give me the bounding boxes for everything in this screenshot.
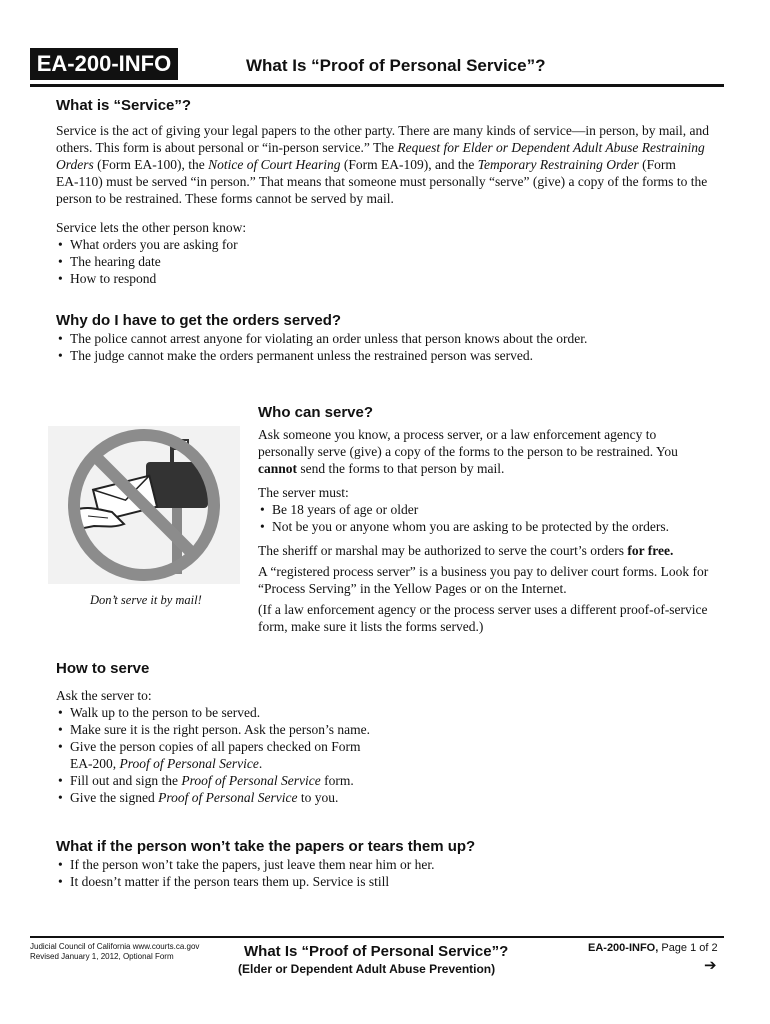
section-heading-who-can-serve: Who can serve? bbox=[258, 404, 374, 421]
next-page-arrow-icon: ➔ bbox=[704, 956, 717, 974]
service-lets-know-text: Service lets the other person know: bbox=[56, 220, 247, 235]
who-can-serve-paragraph: Ask someone you know, a process server, or a law enforcement agency to personally serve (give) a copy of the forms to the person to be restrained. You cannot send the forms to that person by mail. bbox=[258, 427, 678, 476]
list-item: • Walk up to the person to be served. bbox=[56, 704, 370, 721]
list-item: • The hearing date bbox=[56, 253, 238, 270]
section-heading-why-served: Why do I have to get the orders served? bbox=[56, 312, 342, 329]
header-divider bbox=[30, 84, 724, 87]
registered-process-server-text: A “registered process server” is a business you pay to deliver court forms. Look for “Process Serving” in the Yellow Pages or on the Internet. bbox=[258, 564, 709, 596]
no-mail-illustration bbox=[48, 426, 240, 584]
footer-publisher: Judicial Council of California www.courts.ca.gov Revised January 1, 2012, Optional Form bbox=[30, 942, 200, 961]
list-item: • Give the signed Proof of Personal Service to you. bbox=[56, 789, 370, 806]
footer-subtitle: (Elder or Dependent Adult Abuse Prevention) bbox=[238, 962, 496, 976]
illustration-caption: Don’t serve it by mail! bbox=[90, 593, 202, 607]
list-item: • If the person won’t take the papers, just leave them near him or her. bbox=[56, 856, 435, 873]
section-heading-what-is-service: What is “Service”? bbox=[56, 97, 192, 114]
list-item: • The judge cannot make the orders permanent unless the restrained person was served. bbox=[56, 347, 587, 364]
list-item: • It doesn’t matter if the person tears them up. Service is still bbox=[56, 873, 435, 890]
server-must-text: The server must: bbox=[258, 485, 349, 500]
list-item: • Give the person copies of all papers checked on Form EA-200, Proof of Personal Service. bbox=[56, 738, 370, 772]
section-heading-how-to-serve: How to serve bbox=[56, 660, 150, 677]
list-item: • Make sure it is the right person. Ask the person’s name. bbox=[56, 721, 370, 738]
how-to-serve-list bbox=[56, 704, 370, 806]
page-title: What Is “Proof of Personal Service”? bbox=[246, 56, 546, 75]
section-heading-refuse-papers: What if the person won’t take the papers or tears them up? bbox=[56, 838, 476, 855]
footer-divider bbox=[30, 936, 724, 938]
service-definition-paragraph: Service is the act of giving your legal papers to the other party. There are many kinds of service—in person, by mail, and others. This form is about personal or “in-person service.” The Request for Elder or Dependent Adult Abuse Restraining Orders (Form EA-100), the Notice of Court Hearing (Form EA-109), and the Temporary Restraining Order (Form EA-110) must be served “in person.” That means that someone must personally “serve” (give) a copy of the forms to the person to be restrained. These forms cannot be served by mail. bbox=[56, 123, 710, 206]
list-item: • The police cannot arrest anyone for violating an order unless that person knows about the order. bbox=[56, 330, 587, 347]
list-item: • Fill out and sign the Proof of Personal Service form. bbox=[56, 772, 370, 789]
list-item: • Be 18 years of age or older bbox=[258, 501, 669, 518]
sheriff-text: The sheriff or marshal may be authorized to serve the court’s orders for free. bbox=[258, 543, 674, 558]
server-requirements-list bbox=[258, 501, 669, 535]
no-mail-icon bbox=[48, 426, 240, 584]
footer-page-number: EA-200-INFO, Page 1 of 2 bbox=[588, 942, 718, 954]
list-item: • How to respond bbox=[56, 270, 238, 287]
how-to-serve-intro: Ask the server to: bbox=[56, 688, 152, 703]
service-lets-know-list bbox=[56, 236, 238, 287]
footer-title: What Is “Proof of Personal Service”? bbox=[244, 943, 509, 960]
why-served-list bbox=[56, 330, 587, 364]
list-item: • Not be you or anyone whom you are asking to be protected by the orders. bbox=[258, 518, 669, 535]
list-item: • What orders you are asking for bbox=[56, 236, 238, 253]
form-number-badge: EA-200-INFO bbox=[30, 48, 178, 80]
refuse-papers-list bbox=[56, 856, 435, 890]
law-enforcement-note: (If a law enforcement agency or the process server uses a different proof-of-service form, make sure it lists the forms served.) bbox=[258, 602, 708, 634]
